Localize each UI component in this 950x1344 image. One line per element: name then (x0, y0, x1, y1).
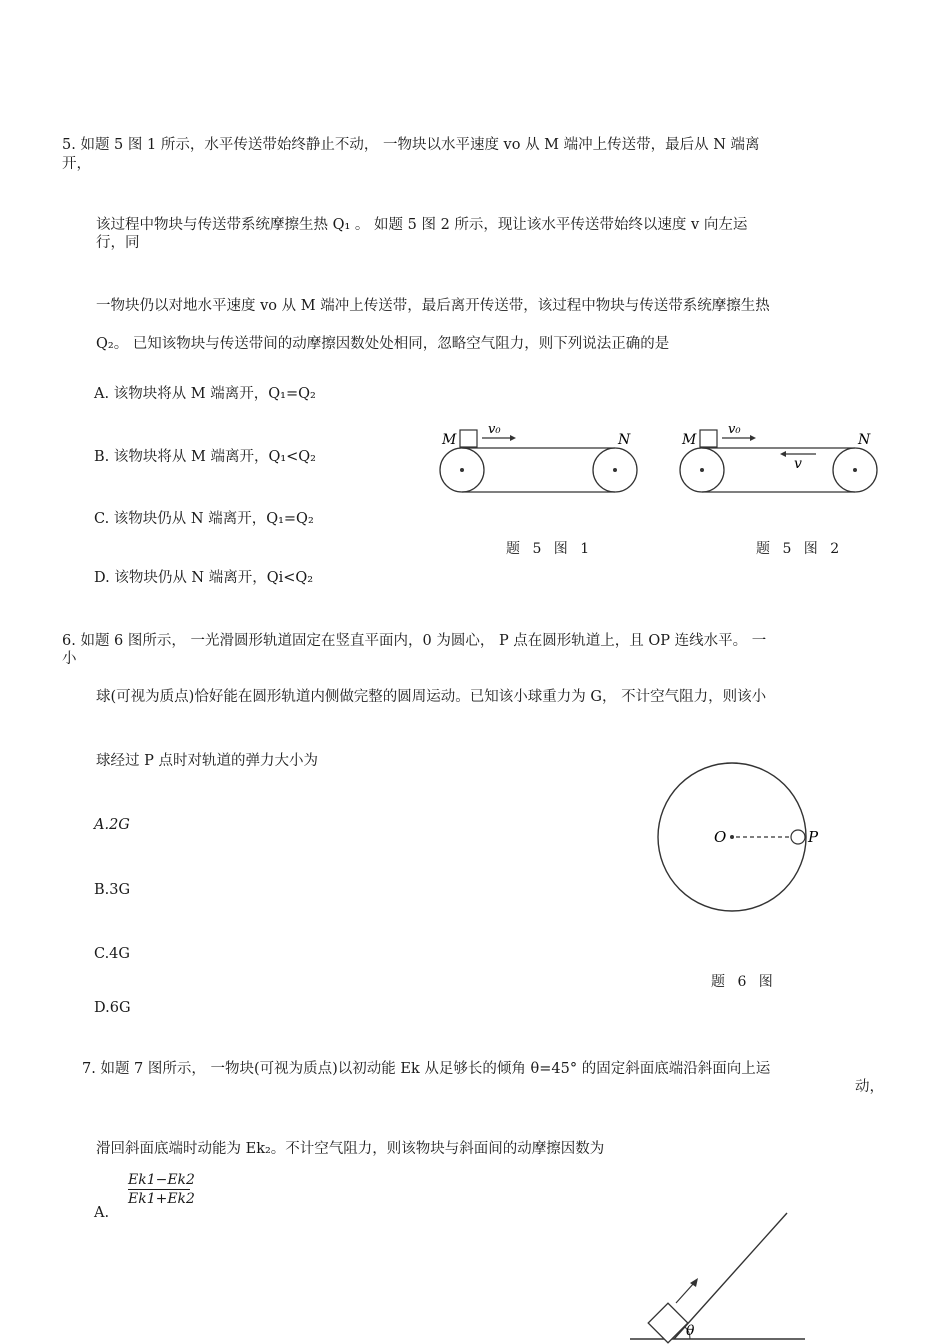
q5-figure-1-caption: 题 5 图 1 (506, 541, 594, 557)
q6-figure (650, 756, 830, 921)
q6-option-b: B.3G (94, 882, 131, 898)
q6-option-d: D.6G (94, 1000, 131, 1016)
q5-option-c: C. 该物块仍从 N 端离开，Q₁=Q₂ (94, 511, 314, 527)
label-v0: v₀ (728, 422, 741, 437)
incline (674, 1213, 787, 1339)
q5-text-line-4: Q₂。 已知该物块与传送带间的动摩擦因数处处相同，忽略空气阻力，则下列说法正确的是 (96, 336, 670, 352)
fraction-bar (128, 1189, 190, 1190)
v0-arrowhead (510, 435, 516, 441)
q7-text-line-1-wrap: 动， (855, 1079, 884, 1095)
label-v0: v₀ (488, 422, 501, 437)
q5-text-line-2-wrap: 行，同 (96, 235, 140, 251)
v-arrowhead (780, 451, 786, 457)
label-o: O (714, 828, 727, 846)
q7-text-line-2: 滑回斜面底端时动能为 Ek₂。不计空气阻力，则该物块与斜面间的动摩擦因数为 (96, 1141, 605, 1157)
block (648, 1303, 688, 1343)
q6-text-line-1: 6. 如题 6 图所示， 一光滑圆形轨道固定在竖直平面内，0 为圆心， P 点在圆形轨道上，且 OP 连线水平。 一 (62, 633, 767, 649)
label-n: N (618, 432, 631, 448)
q6-text-line-2: 球(可视为质点)恰好能在圆形轨道内侧做完整的圆周运动。已知该小球重力为 G， 不计空气阻力，则该小 (96, 689, 767, 705)
label-v: v (794, 456, 802, 472)
q6-text-line-3: 球经过 P 点时对轨道的弹力大小为 (96, 753, 318, 769)
block (700, 430, 717, 447)
q5-figure-2-caption: 题 5 图 2 (756, 541, 844, 557)
q5-text-line-1-wrap: 开， (62, 156, 91, 172)
fraction-numerator: Ek1−Ek2 (128, 1172, 195, 1188)
q5-option-d: D. 该物块仍从 N 端离开，Qi<Q₂ (94, 570, 314, 586)
label-m: M (442, 432, 457, 448)
q7-figure (630, 1205, 810, 1344)
label-p: P (808, 828, 819, 846)
right-pulley-axle (853, 468, 857, 472)
ball (791, 830, 805, 844)
q5-figure-2 (670, 420, 890, 500)
q5-text-line-1: 5. 如题 5 图 1 所示，水平传送带始终静止不动， 一物块以水平速度 vo 从 M 端冲上传送带，最后从 N 端离 (62, 137, 760, 153)
q6-figure-caption: 题 6 图 (711, 974, 777, 990)
left-pulley-axle (700, 468, 704, 472)
v0-arrowhead (750, 435, 756, 441)
q5-figure-1 (430, 420, 650, 500)
q7-option-a-label: A. (94, 1205, 110, 1221)
q5-option-a: A. 该物块将从 M 端离开，Q₁=Q₂ (94, 386, 316, 402)
q7-option-a-fraction (128, 1172, 195, 1207)
label-m: M (682, 432, 697, 448)
q5-text-line-2: 该过程中物块与传送带系统摩擦生热 Q₁ 。 如题 5 图 2 所示，现让该水平传送带始终以速度 v 向左运 (96, 217, 748, 233)
q6-option-a: A.2G (94, 817, 130, 833)
q5-text-line-3: 一物块仍以对地水平速度 vo 从 M 端冲上传送带，最后离开传送带，该过程中物块与传送带系统摩擦生热 (96, 298, 770, 314)
motion-arrow (676, 1283, 694, 1303)
label-n: N (858, 432, 871, 448)
right-pulley-axle (613, 468, 617, 472)
label-theta: θ (686, 1323, 695, 1339)
center-point (730, 835, 734, 839)
left-pulley-axle (460, 468, 464, 472)
fraction-denominator: Ek1+Ek2 (128, 1191, 195, 1207)
block (460, 430, 477, 447)
q6-option-c: C.4G (94, 946, 130, 962)
q6-text-line-1-wrap: 小 (62, 651, 77, 667)
q5-option-b: B. 该物块将从 M 端离开，Q₁<Q₂ (94, 449, 316, 465)
q7-text-line-1: 7. 如题 7 图所示， 一物块(可视为质点)以初动能 Ek 从足够长的倾角 θ=45° 的固定斜面底端沿斜面向上运 (82, 1061, 771, 1077)
